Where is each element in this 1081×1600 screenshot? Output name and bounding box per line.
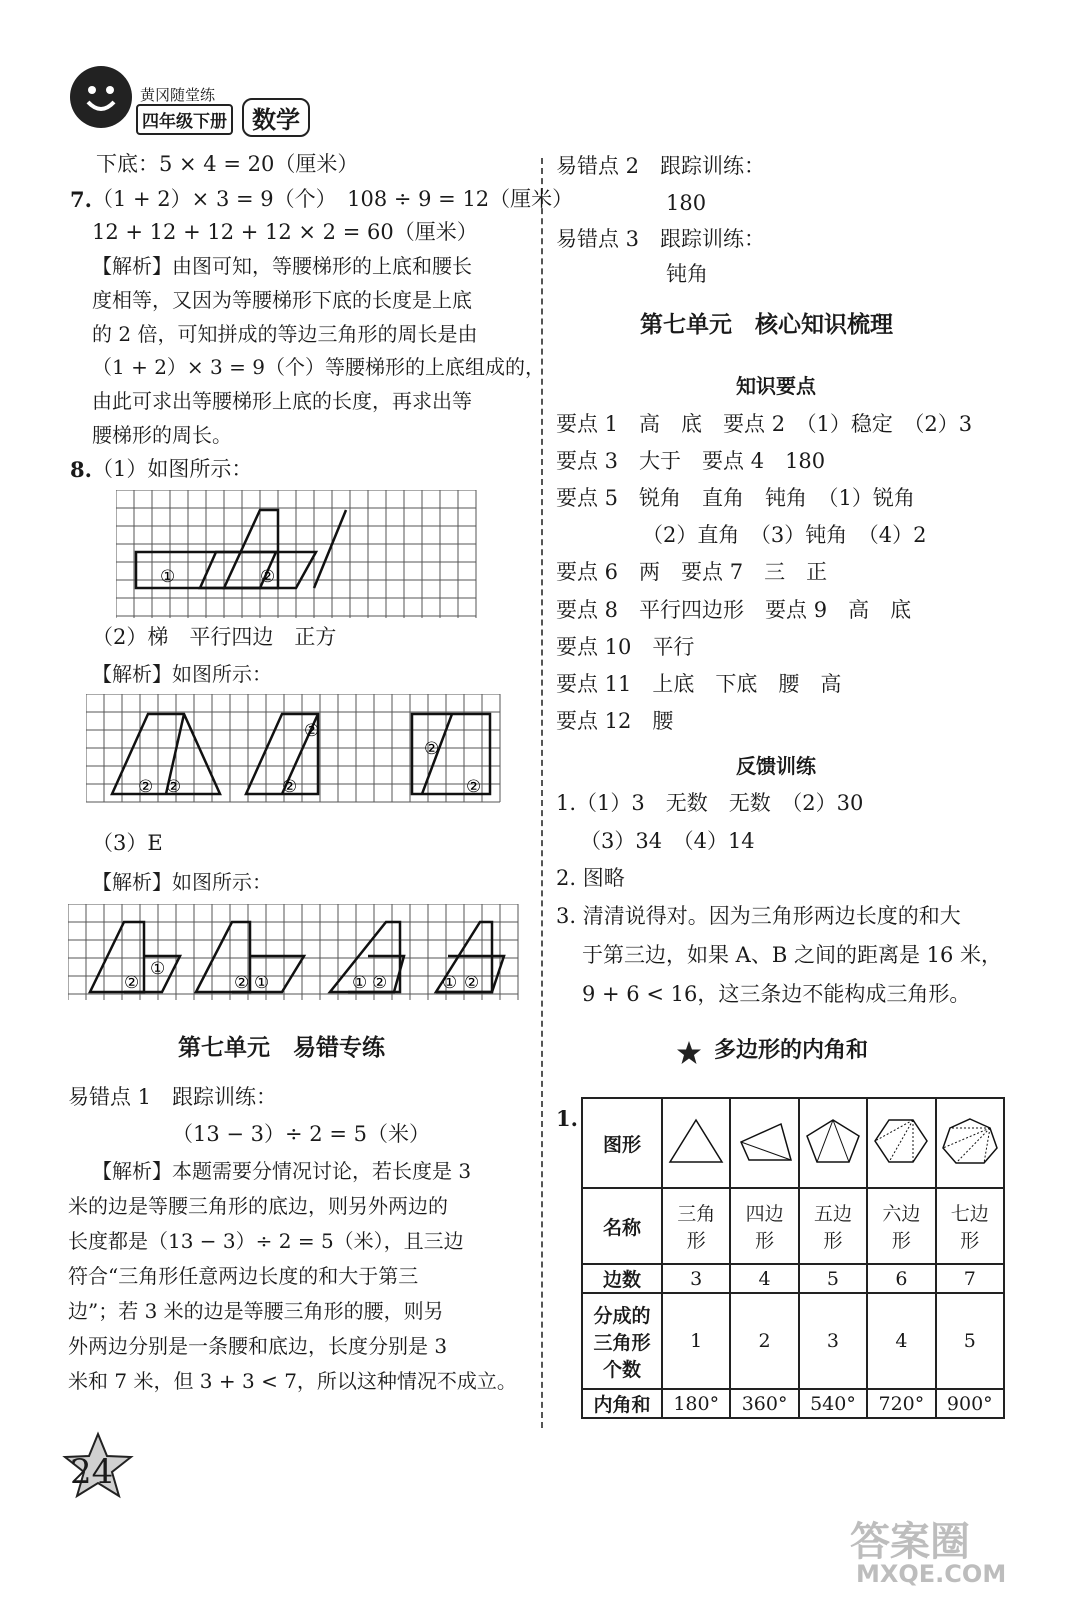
watermark-logo: 答案圈 xyxy=(850,1519,970,1565)
fig3-label-h: ② xyxy=(464,973,480,993)
name-bot-0: 形 xyxy=(686,1230,706,1252)
sides-4: 7 xyxy=(936,1264,1004,1293)
q7-number: 7. xyxy=(70,187,92,212)
page-number: 24 xyxy=(70,1452,114,1492)
row-shape xyxy=(582,1098,1004,1188)
feedback-1: 1.（1）3 无数 无数 （2）30 xyxy=(556,791,864,815)
kp-line-4: （2）直角 （3）钝角 （4）2 xyxy=(642,523,927,547)
error2-answer: 180 xyxy=(666,191,707,215)
q7-answer-b: 12 + 12 + 12 + 12 × 2 = 60（厘米） xyxy=(92,220,478,244)
header-sides: 边数 xyxy=(582,1264,662,1293)
line-bottom-base: 下底：5 × 4 = 20（厘米） xyxy=(96,152,359,176)
tris-4: 5 xyxy=(936,1293,1004,1389)
hexagon-shape xyxy=(867,1098,935,1188)
error1-explain-3: 长度都是（13 − 3）÷ 2 = 5（米），且三边 xyxy=(68,1229,464,1253)
feedback-1b: （3）34 （4）14 xyxy=(580,829,755,853)
tris-2: 3 xyxy=(799,1293,867,1389)
name-top-1: 四边 xyxy=(745,1203,784,1225)
smiley-logo-icon xyxy=(70,66,132,128)
quadrilateral-shape xyxy=(730,1098,798,1188)
kp-line-9: 要点 12 腰 xyxy=(556,709,674,733)
column-divider xyxy=(541,158,543,1428)
error2-label: 易错点 2 跟踪训练： xyxy=(556,154,766,178)
error1-explain-7: 米和 7 米，但 3 + 3 < 7，所以这种情况不成立。 xyxy=(68,1369,517,1393)
header-tri-1: 分成的 xyxy=(593,1304,651,1327)
unit-error-title: 第七单元 易错专练 xyxy=(178,1035,385,1061)
row-triangles xyxy=(582,1293,1004,1389)
knowledge-points-title: 知识要点 xyxy=(736,374,816,398)
kp-line-5: 要点 6 两 要点 7 三 正 xyxy=(556,560,828,584)
fig3-label-c: ② xyxy=(234,973,250,993)
q8-part2: （2）梯 平行四边 正方 xyxy=(92,625,337,649)
angle-1: 360° xyxy=(730,1389,798,1418)
star-icon xyxy=(676,1040,702,1070)
q7-answer-a: （1 + 2）× 3 = 9（个） 108 ÷ 9 = 12（厘米） xyxy=(92,187,574,211)
q7-explain-4: （1 + 2）× 3 = 9（个）等腰梯形的上底组成的， xyxy=(92,355,545,379)
fig3-label-d: ① xyxy=(254,973,270,993)
polygon-section-title: 多边形的内角和 xyxy=(714,1038,869,1063)
fig3-label-b: ② xyxy=(124,973,140,993)
sides-2: 5 xyxy=(799,1264,867,1293)
sides-1: 4 xyxy=(730,1264,798,1293)
fig3-label-g: ① xyxy=(442,973,458,993)
fig3-label-f: ② xyxy=(372,973,388,993)
feedback-3b: 于第三边，如果 A、B 之间的距离是 16 米， xyxy=(582,943,1003,967)
angle-4: 900° xyxy=(936,1389,1004,1418)
sides-3: 6 xyxy=(867,1264,935,1293)
q8-part3-explain: 【解析】如图所示： xyxy=(92,870,272,894)
feedback-3a: 3. 清清说得对。因为三角形两边长度的和大 xyxy=(556,904,961,928)
unit-core-title: 第七单元 核心知识梳理 xyxy=(640,312,893,338)
name-top-0: 三角 xyxy=(677,1203,716,1225)
kp-line-8: 要点 11 上底 下底 腰 高 xyxy=(556,672,842,696)
heptagon-shape xyxy=(936,1098,1004,1188)
feedback-3c: 9 + 6 < 16，这三条边不能构成三角形。 xyxy=(582,982,971,1006)
fig2-label-b: ② xyxy=(166,777,182,797)
q7-explain-1: 【解析】由图可知，等腰梯形的上底和腰长 xyxy=(92,254,472,278)
angle-3: 720° xyxy=(867,1389,935,1418)
name-bot-3: 形 xyxy=(891,1230,911,1252)
fig1-label-2: ② xyxy=(260,567,276,587)
q8-part1: （1）如图所示： xyxy=(92,457,253,481)
tris-3: 4 xyxy=(867,1293,935,1389)
grid-figure-3 xyxy=(68,904,524,1004)
error1-label: 易错点 1 跟踪训练： xyxy=(68,1085,278,1109)
q7-explain-2: 度相等，又因为等腰梯形下底的长度是上底 xyxy=(92,288,472,312)
fig1-label-1: ① xyxy=(160,567,176,587)
sides-0: 3 xyxy=(662,1264,730,1293)
error3-answer: 钝角 xyxy=(666,262,708,286)
series-title: 黄冈随堂练 xyxy=(140,86,216,104)
kp-line-1: 要点 1 高 底 要点 2 （1）稳定 （2）3 xyxy=(556,412,973,436)
fig2-label-d: ② xyxy=(282,777,298,797)
q8-number: 8. xyxy=(70,457,92,482)
header-angle: 内角和 xyxy=(582,1389,662,1418)
name-top-4: 七边 xyxy=(950,1203,989,1225)
name-top-2: 五边 xyxy=(813,1203,852,1225)
error1-explain-1: 【解析】本题需要分情况讨论，若长度是 3 xyxy=(92,1159,472,1183)
error1-explain-2: 米的边是等腰三角形的底边，则另外两边的 xyxy=(68,1194,448,1218)
header-shape: 图形 xyxy=(582,1098,662,1188)
kp-line-3: 要点 5 锐角 直角 钝角 （1）锐角 xyxy=(556,486,915,510)
fig2-label-c: ② xyxy=(304,721,320,741)
error1-explain-4: 符合“三角形任意两边长度的和大于第三 xyxy=(68,1264,419,1288)
error3-label: 易错点 3 跟踪训练： xyxy=(556,227,766,251)
poly-question-number: 1. xyxy=(556,1106,578,1131)
header-tri-2: 三角形 xyxy=(593,1331,651,1354)
polygon-table xyxy=(581,1097,1005,1419)
q8-part2-explain: 【解析】如图所示： xyxy=(92,662,272,686)
angle-2: 540° xyxy=(799,1389,867,1418)
name-bot-1: 形 xyxy=(755,1230,775,1252)
subject-label: 数学 xyxy=(242,98,310,137)
fig3-label-e: ① xyxy=(352,973,368,993)
error1-explain-6: 外两边分别是一条腰和底边，长度分别是 3 xyxy=(68,1334,448,1358)
fig2-label-e: ② xyxy=(424,739,440,759)
name-top-3: 六边 xyxy=(882,1203,921,1225)
kp-line-6: 要点 8 平行四边形 要点 9 高 底 xyxy=(556,598,912,622)
grid-figure-1 xyxy=(116,490,480,618)
header-tri-3: 个数 xyxy=(602,1358,641,1381)
q7-explain-3: 的 2 倍，可知拼成的等边三角形的周长是由 xyxy=(92,322,478,346)
header-name: 名称 xyxy=(582,1188,662,1264)
feedback-title: 反馈训练 xyxy=(736,754,816,778)
fig3-label-a: ① xyxy=(150,959,166,979)
error1-answer: （13 − 3）÷ 2 = 5（米） xyxy=(172,1122,430,1146)
row-name xyxy=(582,1188,1004,1264)
error1-explain-5: 边”；若 3 米的边是等腰三角形的腰，则另 xyxy=(68,1299,444,1323)
row-angles xyxy=(582,1389,1004,1418)
q7-explain-5: 由此可求出等腰梯形上底的长度，再求出等 xyxy=(92,389,472,413)
q8-part3: （3）E xyxy=(92,831,163,855)
kp-line-7: 要点 10 平行 xyxy=(556,635,695,659)
grid-figure-2 xyxy=(86,694,512,804)
triangle-shape xyxy=(662,1098,730,1188)
grade-label: 四年级下册 xyxy=(136,104,233,135)
row-sides xyxy=(582,1264,1004,1293)
feedback-2: 2. 图略 xyxy=(556,866,625,890)
tris-0: 1 xyxy=(662,1293,730,1389)
pentagon-shape xyxy=(799,1098,867,1188)
fig2-label-f: ② xyxy=(466,777,482,797)
kp-line-2: 要点 3 大于 要点 4 180 xyxy=(556,449,826,473)
fig2-label-a: ② xyxy=(138,777,154,797)
tris-1: 2 xyxy=(730,1293,798,1389)
name-bot-4: 形 xyxy=(960,1230,980,1252)
name-bot-2: 形 xyxy=(823,1230,843,1252)
watermark-url: MXQE.COM xyxy=(856,1560,1007,1588)
q7-explain-6: 腰梯形的周长。 xyxy=(92,423,232,447)
angle-0: 180° xyxy=(662,1389,730,1418)
